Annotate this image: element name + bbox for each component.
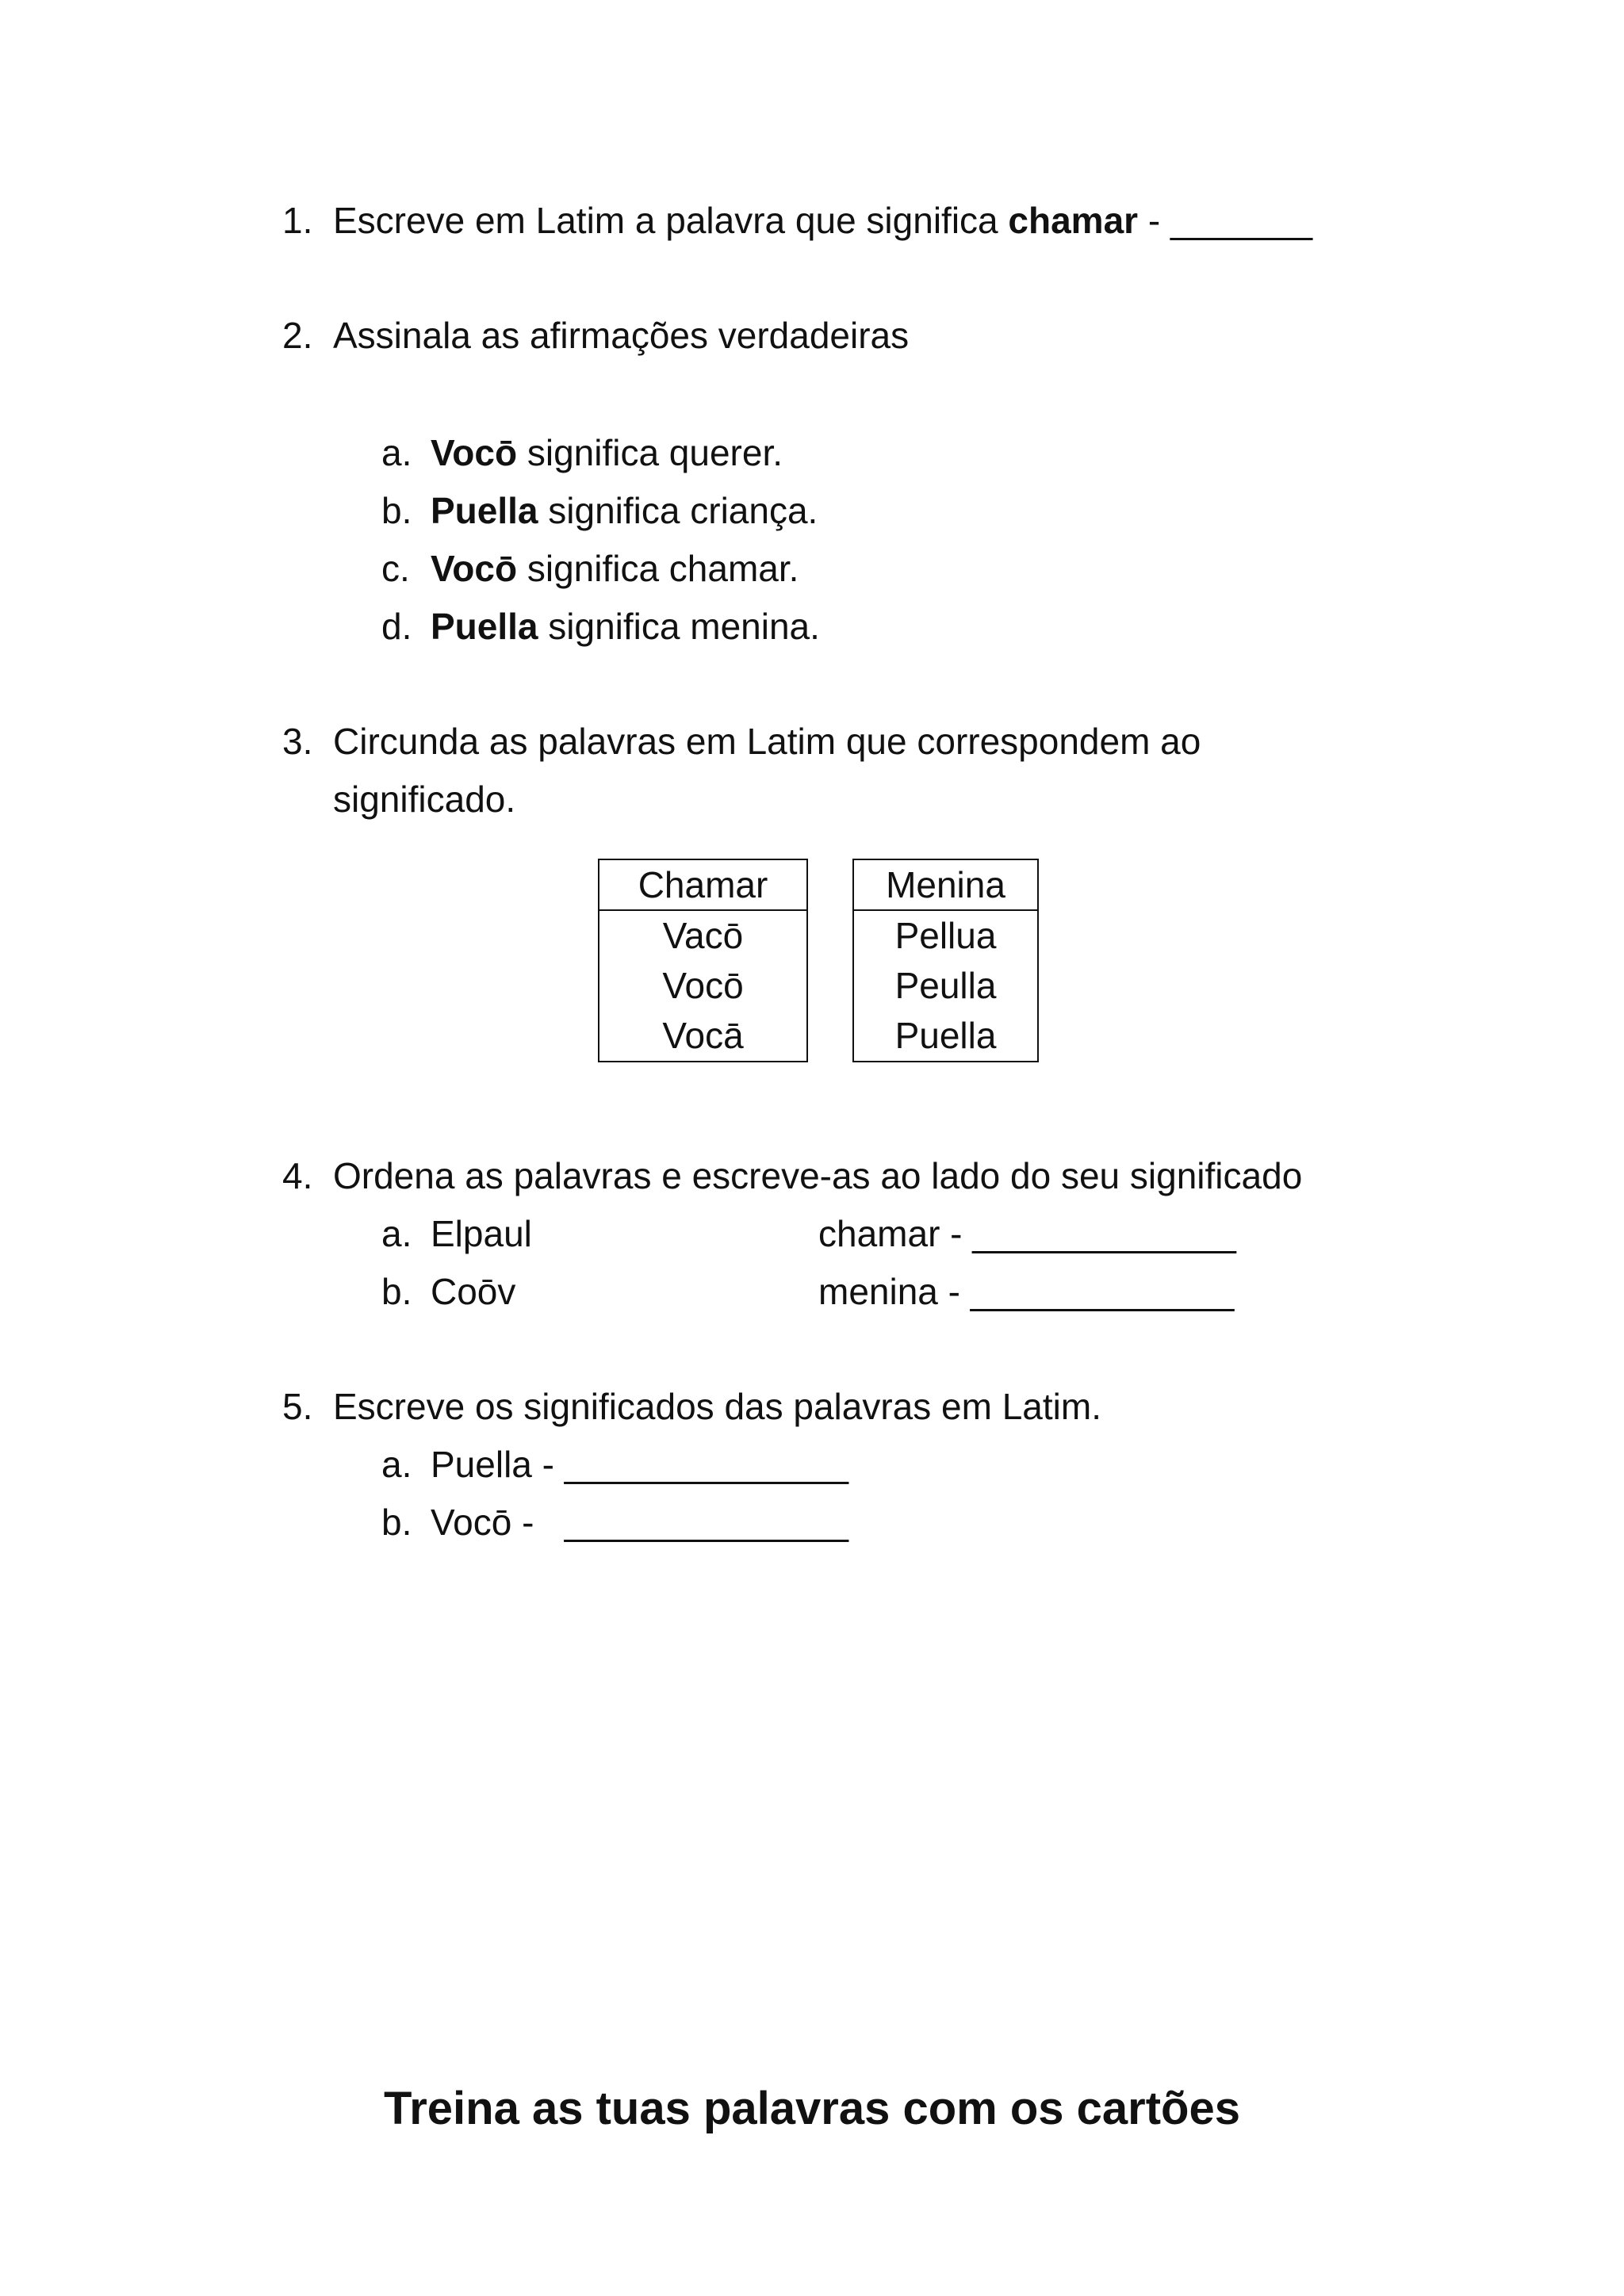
item-letter: a. — [381, 1444, 412, 1485]
word-box-header: Menina — [854, 860, 1037, 911]
item-text — [431, 604, 820, 649]
footer-title: Treina as tuas palavras com os cartões — [384, 2083, 1240, 2134]
word-box-header: Chamar — [599, 860, 806, 911]
item-letter: d. — [381, 606, 412, 647]
question-number: 3. — [282, 721, 313, 762]
question-text: Circunda as palavras em Latim que correspondem ao — [333, 721, 1201, 762]
scrambled-word: Coōv — [431, 1271, 516, 1312]
question-number: 2. — [282, 315, 313, 356]
word-option[interactable]: Peulla — [894, 965, 997, 1006]
question-text: Assinala as afirmações verdadeiras — [333, 315, 910, 356]
word-option[interactable]: Vocā — [662, 1015, 744, 1056]
item-letter: b. — [381, 1502, 412, 1543]
keyword: Puella — [431, 490, 538, 531]
answer-blank[interactable]: Vocō - ______________ — [431, 1502, 848, 1543]
statement: significa chamar. — [517, 548, 799, 589]
word-option[interactable]: Vacō — [662, 915, 744, 956]
question-text — [333, 198, 1312, 243]
keyword: Vocō — [431, 548, 518, 589]
meaning-blank[interactable]: menina - _____________ — [818, 1271, 1235, 1312]
item-letter: a. — [381, 432, 412, 473]
statement: significa criança. — [538, 490, 818, 531]
question-number: 5. — [282, 1386, 313, 1427]
question-number: 1. — [282, 200, 313, 241]
question-text: Escreve os significados das palavras em Latim. — [333, 1386, 1101, 1427]
item-letter: a. — [381, 1213, 412, 1254]
word-option[interactable]: Puella — [894, 1015, 997, 1056]
word-option[interactable]: Vocō — [662, 965, 744, 1006]
statement: significa menina. — [538, 606, 820, 647]
item-letter: b. — [381, 490, 412, 531]
scrambled-word: Elpaul — [431, 1213, 532, 1254]
word-box-chamar — [598, 859, 808, 1062]
meaning-blank[interactable]: chamar - _____________ — [818, 1213, 1236, 1254]
word-box-menina — [852, 859, 1039, 1062]
question-3-continuation: significado. — [333, 779, 516, 820]
answer-blank: - _______ — [1138, 200, 1313, 241]
item-text — [431, 488, 818, 533]
keyword: Vocō — [431, 432, 518, 473]
keyword: chamar — [1008, 200, 1139, 241]
word-option[interactable]: Pellua — [894, 915, 997, 956]
answer-blank[interactable]: Puella - ______________ — [431, 1444, 848, 1485]
question-text: Ordena as palavras e escreve-as ao lado do seu significado — [333, 1155, 1303, 1196]
item-letter: b. — [381, 1271, 412, 1312]
question-number: 4. — [282, 1155, 313, 1196]
keyword: Puella — [431, 606, 538, 647]
item-text — [431, 430, 783, 475]
item-text — [431, 546, 799, 591]
question-text-part: Escreve em Latim a palavra que significa — [333, 200, 1009, 241]
statement: significa querer. — [517, 432, 783, 473]
item-letter: c. — [381, 548, 410, 589]
